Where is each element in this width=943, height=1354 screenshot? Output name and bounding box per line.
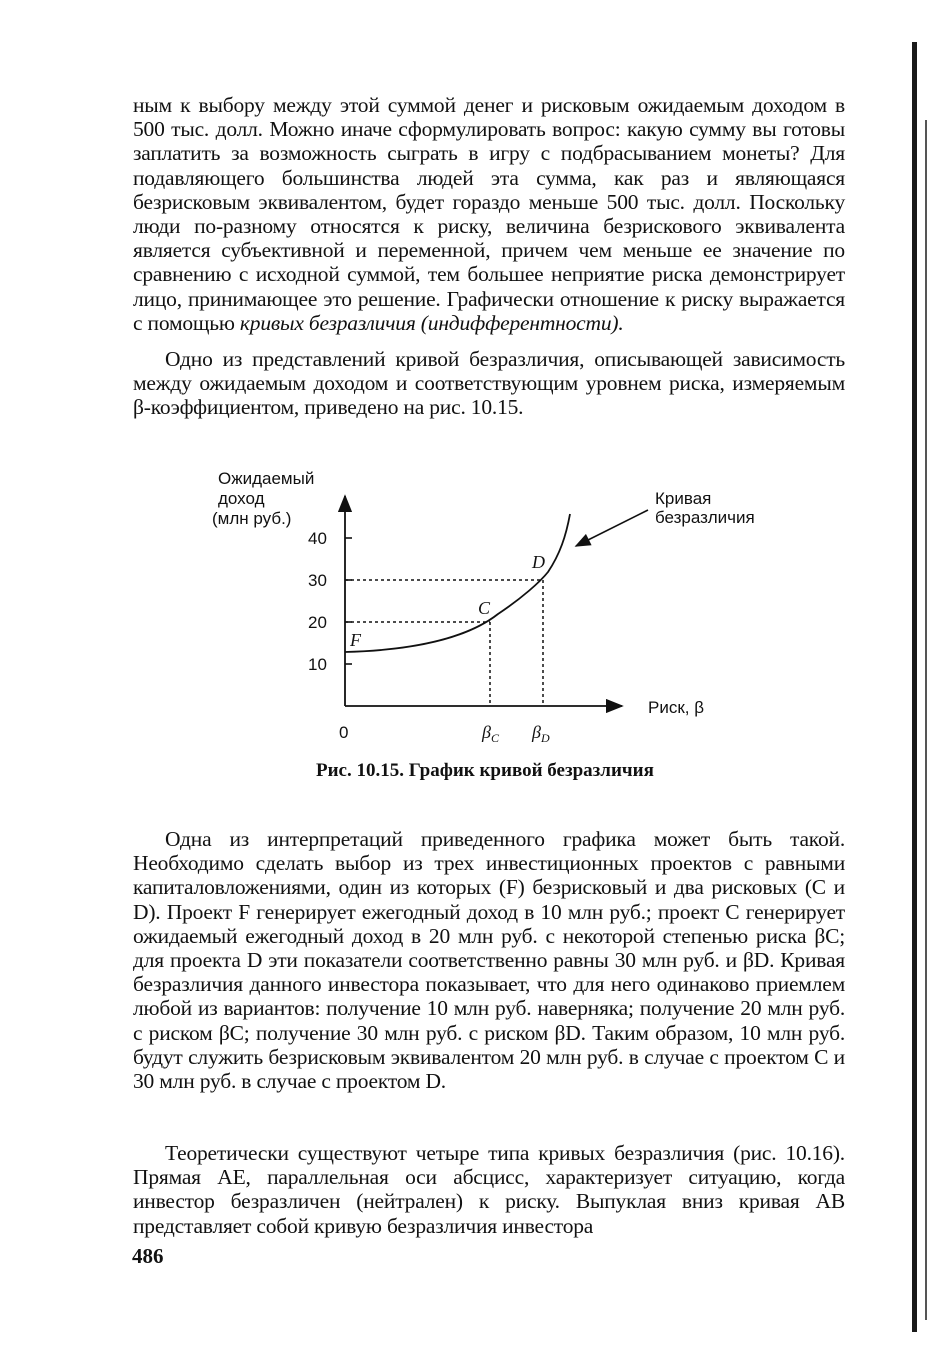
curve-label-line-2: безразличия (655, 508, 755, 527)
paragraph-3: Одна из интерпретаций приведенного графика может быть такой. Необходимо сделать выбор из трех инвестиционных проектов с равными капиталовложениями, один из которых (F) безрисковый и два рисковых (C и D). Проект F генерирует ежегодный доход в 10 млн руб.; проект C генерирует ожидаемый ежегодный доход в 20 млн руб. с некоторой степенью риска βC; для проекта D эти показатели соответственно равны 30 млн руб. и βD. Кривая безразличия данного инвестора показывает, что для него одинаково приемлем любой из вариантов: получение 10 млн руб. наверняка; получение 20 млн руб. с риском βC; получение 30 млн руб. с риском βD. Таким образом, 10 млн руб. будут служить безрисковым эквивалентом 20 млн руб. в случае с проектом C и 30 млн руб. в случае с проектом D. (133, 827, 845, 1094)
point-label-F: F (350, 630, 361, 650)
indifference-curve-figure (200, 460, 800, 760)
y-tick-30: 30 (308, 571, 327, 590)
indifference-curve (345, 514, 570, 652)
x-tick-beta-c: $\beta_C$ (482, 722, 499, 745)
reference-lines (345, 580, 543, 706)
paragraph-1-text: ным к выбору между этой суммой денег и рисковым ожидаемым доходом в 500 тыс. долл. Можно иначе сформулировать вопрос: какую сумму вы готовы заплатить за возможность сыграть в игру с подбрасыванием монеты? Для подавляющего большинства людей эта сумма, как раз и являющаяся безрисковым эквивалентом, будет гораздо меньше 500 тыс. долл. Поскольку люди по-разному относятся к риску, величина безрискового эквивалента является субъективной и переменной, причем чем меньше ее значение по сравнению с исходной суммой, тем большее неприятие риска демонстрирует лицо, принимающее это решение. Графически отношение к риску выражается с помощью (133, 93, 845, 335)
page-number: 486 (132, 1244, 164, 1268)
right-margin-rule-thin (925, 120, 927, 1320)
y-axis-label-line-3: (млн руб.) (212, 509, 292, 528)
x-tick-beta-d: $\beta_D$ (532, 722, 550, 745)
point-label-D: D (532, 552, 545, 572)
x-axis-label: Риск, β (648, 698, 704, 717)
paragraph-4: Теоретически существуют четыре типа кривых безразличия (рис. 10.16). Прямая AE, параллельная оси абсцисс, характеризует ситуацию, когда инвестор безразличен (нейтрален) к риску. Выпуклая вниз кривая AB представляет собой кривую безразличия инвестора (133, 1141, 845, 1238)
curve-pointer-arrow (576, 510, 648, 546)
paragraph-2: Одно из представлений кривой безразличия, описывающей зависимость между ожидаемым доходом и соответствующим уровнем риска, измеряемым β-коэффициентом, приведено на рис. 10.15. (133, 347, 845, 420)
y-axis-label-line-2: доход (218, 489, 265, 508)
figure-caption: Рис. 10.15. График кривой безразличия (316, 760, 654, 781)
curve-label-line-1: Кривая (655, 489, 712, 508)
y-tick-10: 10 (308, 655, 327, 674)
y-tick-40: 40 (308, 529, 327, 548)
paragraph-1 (133, 93, 845, 335)
right-margin-rule (912, 42, 917, 1332)
y-axis-label-line-1: Ожидаемый (218, 469, 315, 488)
y-tick-20: 20 (308, 613, 327, 632)
paragraph-1-italic: кривых безразличия (индифферентности). (239, 310, 624, 335)
origin-label: 0 (339, 723, 349, 742)
point-label-C: C (478, 598, 491, 618)
